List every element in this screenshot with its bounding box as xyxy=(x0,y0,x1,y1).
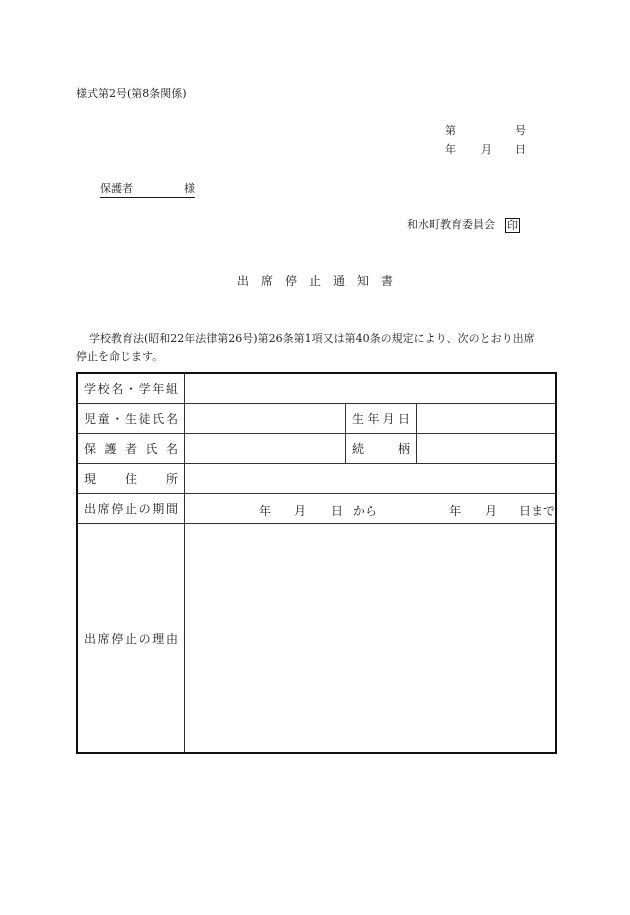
table-row xyxy=(77,404,556,434)
document-title: 出席停止通知書 xyxy=(237,274,406,288)
addressee-name-label: 保護者 xyxy=(100,182,133,195)
period-from-year: 年 xyxy=(259,504,272,518)
table-row xyxy=(77,434,556,464)
relationship-field[interactable] xyxy=(417,434,557,464)
period-from-month: 月 xyxy=(294,504,307,518)
table-row xyxy=(77,373,556,404)
student-name-label: 児 童 ・ 生 徒 氏 名 xyxy=(77,404,185,434)
period-label: 出 席 停 止 の 期 間 xyxy=(77,494,185,524)
period-to-day-until: 日まで xyxy=(519,504,556,518)
period-to-year: 年 xyxy=(449,504,462,518)
guardian-name-label: 保 護 者 氏 名 xyxy=(77,434,185,464)
seal-mark: 印 xyxy=(507,218,518,232)
guardian-name-field[interactable] xyxy=(185,434,346,464)
table-row xyxy=(77,494,556,524)
address-field[interactable] xyxy=(185,464,557,494)
period-to-month: 月 xyxy=(485,504,498,518)
table-row xyxy=(77,464,556,494)
student-name-field[interactable] xyxy=(185,404,346,434)
date-year: 年 xyxy=(445,143,456,156)
address-label: 現 住 所 xyxy=(77,464,185,494)
period-field[interactable] xyxy=(185,494,557,524)
notice-form-table xyxy=(76,372,557,754)
doc-number-suffix: 号 xyxy=(515,124,526,137)
body-text-line-1: 学校教育法(昭和22年法律第26号)第26条第1項又は第40条の規定により、次のとおり出席 xyxy=(89,332,535,345)
table-row xyxy=(77,524,556,754)
issuer-name: 和水町教育委員会 xyxy=(407,218,495,231)
doc-number-prefix: 第 xyxy=(445,124,456,137)
form-number: 様式第2号(第8条関係) xyxy=(76,87,187,100)
date-day: 日 xyxy=(515,143,526,156)
issuer xyxy=(407,216,520,233)
reason-label: 出 席 停 止 の 理 由 xyxy=(77,524,185,754)
relationship-label: 続 柄 xyxy=(346,434,417,464)
birthdate-label: 生 年 月 日 xyxy=(346,404,417,434)
addressee-line xyxy=(100,180,195,198)
period-from-word: から xyxy=(353,504,378,518)
period-from-day: 日 xyxy=(331,504,344,518)
body-text-line-2: 停止を命じます。 xyxy=(76,350,164,363)
reason-field[interactable] xyxy=(185,524,557,754)
birthdate-field[interactable] xyxy=(417,404,557,434)
school-grade-label: 学 校 名 ・ 学 年 組 xyxy=(77,373,185,404)
date-month: 月 xyxy=(481,143,492,156)
addressee-honorific: 様 xyxy=(184,182,195,195)
school-grade-field[interactable] xyxy=(185,373,557,404)
